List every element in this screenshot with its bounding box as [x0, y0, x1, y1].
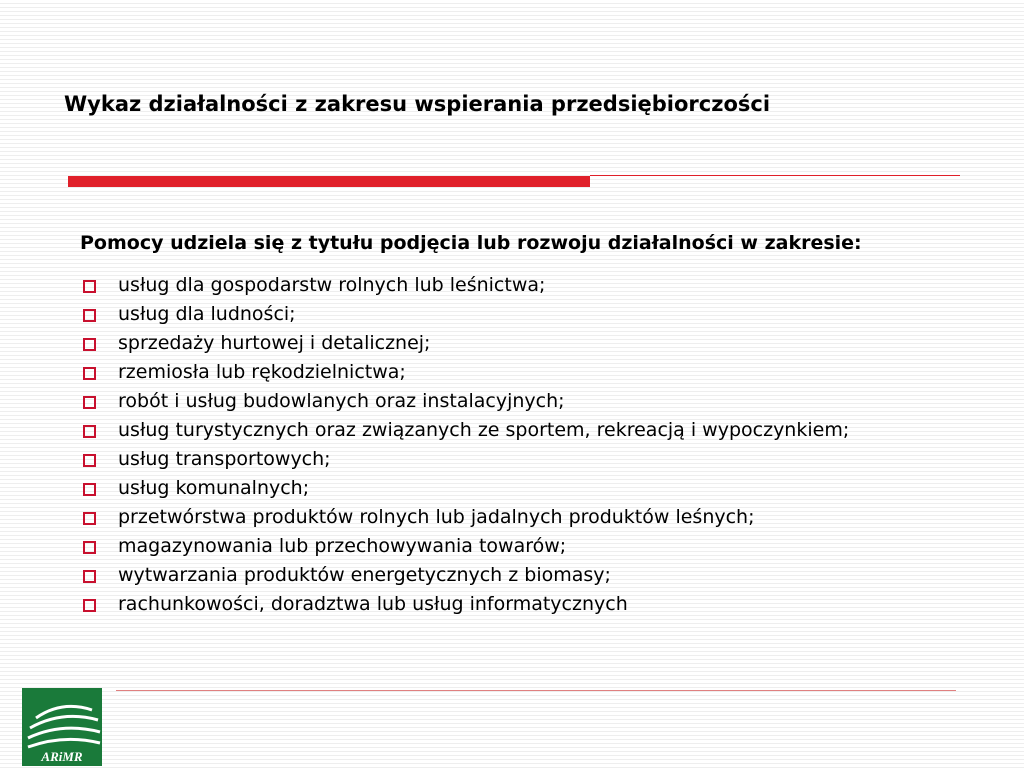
arimr-logo: [22, 688, 102, 766]
square-bullet-icon: [83, 367, 96, 380]
slide-title: Wykaz działalności z zakresu wspierania przedsiębiorczości: [64, 92, 771, 116]
list-item-text: sprzedaży hurtowej i detalicznej;: [118, 332, 431, 354]
list-item-text: usług turystycznych oraz związanych ze sportem, rekreacją i wypoczynkiem;: [118, 419, 850, 441]
list-item-text: magazynowania lub przechowywania towarów;: [118, 535, 567, 557]
list-item-text: usług dla ludności;: [118, 303, 296, 325]
square-bullet-icon: [83, 512, 96, 525]
square-bullet-icon: [83, 599, 96, 612]
list-item: [80, 593, 960, 616]
square-bullet-icon: [83, 570, 96, 583]
slide-content: [80, 232, 960, 622]
list-item: [80, 361, 960, 384]
activity-list: [80, 274, 960, 616]
list-item: [80, 448, 960, 471]
list-item-text: przetwórstwa produktów rolnych lub jadalnych produktów leśnych;: [118, 506, 755, 528]
square-bullet-icon: [83, 338, 96, 351]
square-bullet-icon: [83, 454, 96, 467]
list-item: [80, 332, 960, 355]
square-bullet-icon: [83, 425, 96, 438]
square-bullet-icon: [83, 309, 96, 322]
intro-text: Pomocy udziela się z tytułu podjęcia lub rozwoju działalności w zakresie:: [80, 232, 862, 254]
list-item: [80, 274, 960, 297]
footer-divider: [116, 690, 956, 691]
square-bullet-icon: [83, 396, 96, 409]
title-underline-thin: [590, 175, 960, 176]
logo-text: ARiMR: [41, 749, 83, 764]
list-item: [80, 419, 960, 442]
list-item-text: usług transportowych;: [118, 448, 331, 470]
square-bullet-icon: [83, 483, 96, 496]
square-bullet-icon: [83, 280, 96, 293]
list-item-text: robót i usług budowlanych oraz instalacyjnych;: [118, 390, 565, 412]
list-item: [80, 477, 960, 500]
list-item: [80, 506, 960, 529]
list-item: [80, 564, 960, 587]
list-item-text: rzemiosła lub rękodzielnictwa;: [118, 361, 406, 383]
list-item-text: wytwarzania produktów energetycznych z biomasy;: [118, 564, 611, 586]
list-item: [80, 535, 960, 558]
list-item-text: usług dla gospodarstw rolnych lub leśnictwa;: [118, 274, 546, 296]
list-item-text: rachunkowości, doradztwa lub usług informatycznych: [118, 593, 628, 615]
square-bullet-icon: [83, 541, 96, 554]
list-item: [80, 303, 960, 326]
list-item-text: usług komunalnych;: [118, 477, 310, 499]
title-underline-bar: [68, 176, 590, 187]
list-item: [80, 390, 960, 413]
